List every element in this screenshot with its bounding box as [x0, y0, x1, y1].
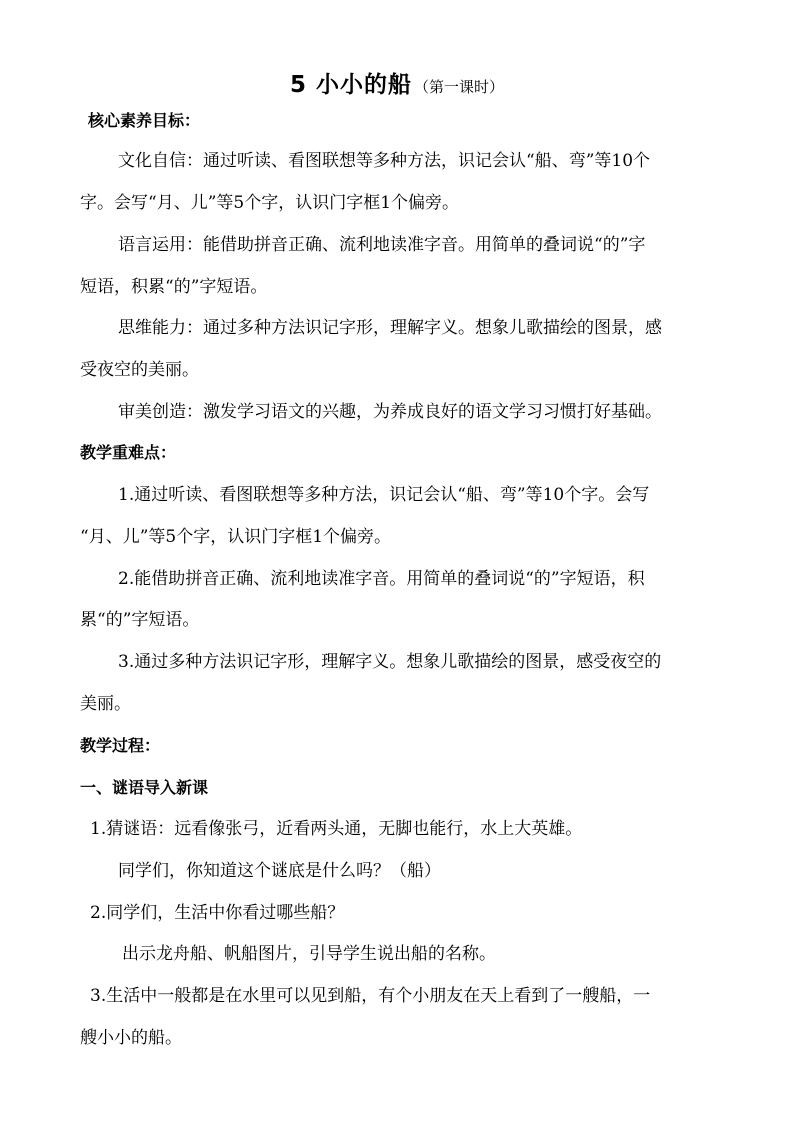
goal-culture-line-1: 文化自信：通过听读、看图联想等多种方法，识记会认“船、弯”等10个: [118, 151, 651, 171]
page-title: [0, 66, 794, 99]
process-line-5: 3.生活中一般都是在水里可以见到船，有个小朋友在天上看到了一艘船，一: [90, 986, 651, 1006]
goals-heading: 核心素养目标：: [88, 111, 201, 130]
key-point-3-line-1: 3.通过多种方法识记字形，理解字义。想象儿歌描绘的图景，感受夜空的: [118, 652, 662, 672]
goal-thinking-line-1: 思维能力：通过多种方法识记字形，理解字义。想象儿歌描绘的图景，感: [118, 318, 662, 338]
key-point-2-line-2: 累“的”字短语。: [80, 610, 200, 630]
process-line-4: 出示龙舟船、帆船图片，引导学生说出船的名称。: [122, 944, 496, 964]
process-line-3: 2.同学们，生活中你看过哪些船？: [90, 903, 345, 923]
section-1-heading: 一、谜语导入新课: [80, 778, 209, 797]
lesson-title: 小小的船: [316, 72, 412, 98]
goal-culture-line-2: 字。会写“月、儿”等5个字，认识门字框1个偏旁。: [80, 193, 460, 213]
goal-aesthetic-line-1: 审美创造：激发学习语文的兴趣，为养成良好的语文学习习惯打好基础。: [118, 402, 662, 422]
process-line-1: 1.猜谜语：远看像张弓，近看两头通，无脚也能行，水上大英雄。: [90, 819, 583, 839]
key-point-1-line-2: “月、儿”等5个字，认识门字框1个偏旁。: [80, 527, 392, 547]
goal-language-line-1: 语言运用：能借助拼音正确、流利地读准字音。用简单的叠词说“的”字: [118, 235, 646, 255]
lesson-number: 5: [289, 72, 306, 98]
process-line-2: 同学们，你知道这个谜底是什么吗？（船）: [118, 861, 441, 881]
key-point-3-line-2: 美丽。: [80, 694, 131, 714]
goal-thinking-line-2: 受夜空的美丽。: [80, 360, 199, 380]
key-point-1-line-1: 1.通过听读、看图联想等多种方法，识记会认“船、弯”等10个字。会写: [118, 485, 650, 505]
key-point-2-line-1: 2.能借助拼音正确、流利地读准字音。用简单的叠词说“的”字短语，积: [118, 569, 645, 589]
lesson-subtitle: （第一课时）: [414, 78, 505, 96]
goal-language-line-2: 短语，积累“的”字短语。: [80, 277, 268, 297]
process-line-6: 艘小小的船。: [80, 1028, 182, 1048]
process-heading: 教学过程：: [80, 736, 161, 755]
key-points-heading: 教学重难点：: [80, 443, 177, 462]
